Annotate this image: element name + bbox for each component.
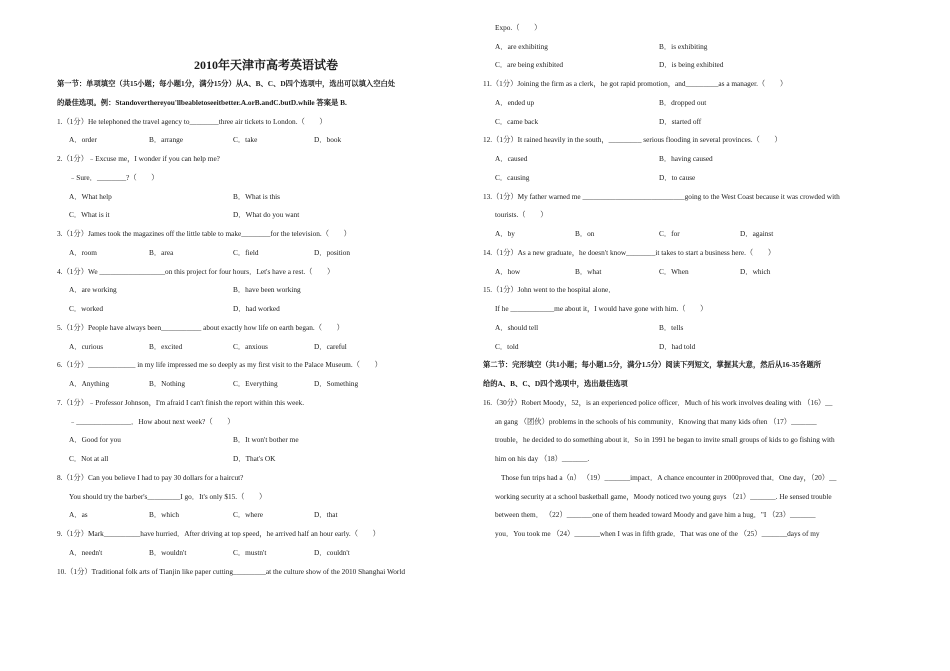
option-b: B．area	[149, 247, 174, 257]
option-a: A．caused	[495, 154, 528, 163]
option-c: C．came back	[495, 116, 539, 126]
option-b: B．have been working	[233, 285, 301, 295]
passage-line: him on his day （18）_______.	[495, 454, 590, 463]
question-14-options	[483, 263, 915, 282]
question-11: 11.（1分）Joining the firm as a clerk，he got rapid promotion，and_________as a manager.（ ）	[483, 79, 788, 88]
option-a: A．Good for you	[69, 435, 121, 445]
right-column	[483, 0, 915, 544]
option-a: A．What help	[69, 191, 112, 201]
option-d: D．What do you want	[233, 210, 300, 220]
question-8-options	[57, 506, 475, 525]
option-b: B．tells	[659, 322, 684, 332]
option-c: C．worked	[69, 304, 104, 313]
left-column	[57, 0, 475, 581]
question-13: 13.（1分）My father warned me ____________________________going to the West Coast because it was crowded with	[483, 191, 840, 201]
question-3-options	[57, 244, 475, 263]
option-b: B．what	[575, 266, 602, 276]
option-b: B．It won't bother me	[233, 435, 299, 445]
question-11-options-row1	[483, 94, 915, 113]
option-d: D．position	[314, 247, 351, 257]
question-4: 4.（1分）We __________________on this project for four hours．Let's have a rest.（ ）	[57, 266, 335, 276]
option-c: C．for	[659, 229, 680, 238]
section1-header: 第一节：单项填空（共15小题；每小题1分，满分15分）从A、B、C、D四个选项中，选出可以填入空白处	[57, 79, 396, 88]
passage-line: you．You took me （24）_______when I was in fifth grade．That was one of the （25）_______days of my	[495, 529, 820, 538]
option-c: C．told	[495, 341, 519, 351]
question-2-options-row2	[57, 206, 475, 225]
option-a: A．as	[69, 510, 88, 520]
question-1: 1.（1分）He telephoned the travel agency to________three air tickets to London.（ ）	[57, 116, 327, 126]
question-10-options-row2	[483, 56, 915, 75]
option-b: B．wouldn't	[149, 547, 187, 557]
question-11-options-row2	[483, 113, 915, 132]
option-d: D．couldn't	[314, 547, 350, 557]
option-c: C．field	[233, 247, 259, 257]
option-c: C．take	[233, 135, 258, 145]
option-c: C．Everything	[233, 379, 278, 388]
option-b: B．on	[575, 229, 595, 238]
question-7-options-row2	[57, 450, 475, 469]
option-d: D．that	[314, 510, 338, 520]
option-d: D．started off	[659, 116, 702, 126]
option-b: B．excited	[149, 341, 183, 351]
question-15-options-row1	[483, 319, 915, 338]
option-d: D．Something	[314, 379, 359, 388]
option-c: C．are being exhibited	[495, 60, 564, 70]
question-15-options-row2	[483, 338, 915, 357]
passage-line: working security at a school basketball game，Moody noticed two young guys （21）_______. He sensed trouble	[495, 491, 832, 501]
section2-header-continued: 给的A、B、C、D四个选项中，选出最佳选项	[483, 379, 628, 388]
question-7-options-row1	[57, 431, 475, 450]
option-c: C．Not at all	[69, 454, 109, 463]
option-a: A．curious	[69, 341, 104, 351]
option-a: A．by	[495, 229, 515, 238]
question-4-options-row1	[57, 281, 475, 300]
question-5-options	[57, 338, 475, 357]
option-d: D．which	[740, 266, 771, 276]
option-a: A．are exhibiting	[495, 41, 548, 51]
option-b: B．arrange	[149, 135, 184, 145]
question-3: 3.（1分）James took the magazines off the little table to make________for the television.（ ）	[57, 229, 351, 238]
question-7: 7.（1分）﹣Professor Johnson，I'm afraid I can't finish the report within this week.	[57, 397, 305, 407]
question-10-options-row1	[483, 38, 915, 57]
option-d: D．against	[740, 229, 774, 238]
question-2-options-row1	[57, 188, 475, 207]
question-2: 2.（1分）﹣Excuse me，I wonder if you can help me?	[57, 154, 220, 163]
option-b: B．is exhibiting	[659, 41, 708, 51]
passage-line: trouble，he decided to do something about it．So in 1991 he began to invite small groups of kids to go fishing with	[495, 435, 835, 445]
passage-line: 16.（30分）Robert Moody，52，is an experienced police officer．Much of his work involves dealing with （16）__	[483, 397, 833, 407]
option-c: C．anxious	[233, 341, 268, 351]
option-d: D．book	[314, 135, 342, 145]
option-b: B．having caused	[659, 154, 713, 163]
question-10-continued: Expo.（ ）	[495, 22, 542, 32]
question-9-options	[57, 544, 475, 563]
question-12: 12.（1分）It rained heavily in the south，_________ serious flooding in several provinces.（ ）	[483, 135, 782, 145]
question-15-continued: If he ____________me about it，I would have gone with him.（ ）	[495, 304, 708, 313]
passage-line: between them． （22）_______one of them headed toward Moody and gave him a hug．"I （23）_______	[495, 510, 816, 520]
option-d: D．is being exhibited	[659, 60, 724, 70]
page-title: 2010年天津市高考英语试卷	[193, 58, 338, 73]
option-d: D．to cause	[659, 172, 696, 182]
option-d: D．careful	[314, 341, 347, 351]
option-a: A．how	[495, 266, 521, 276]
question-6-options	[57, 375, 475, 394]
question-13-options	[483, 225, 915, 244]
question-2-reply: ﹣Sure．________?（ ）	[69, 172, 159, 182]
question-9: 9.（1分）Mark__________have hurried．After driving at top speed，he arrived half an hour early.（ ）	[57, 529, 380, 538]
option-c: C．where	[233, 510, 263, 520]
option-d: D．had worked	[233, 304, 280, 313]
option-d: D．had told	[659, 341, 696, 351]
option-b: B．which	[149, 510, 179, 520]
question-13-continued: tourists.（ ）	[495, 210, 548, 220]
option-a: A．are working	[69, 285, 117, 295]
section2-header: 第二节：完形填空（共1小题；每小题1.5分，满分1.5分）阅读下列短文，掌握其大意，然后从16-35各题所	[483, 360, 822, 370]
question-12-options-row2	[483, 169, 915, 188]
option-a: A．room	[69, 247, 97, 257]
question-8: 8.（1分）Can you believe I had to pay 30 dollars for a haircut?	[57, 472, 244, 482]
option-a: A．should tell	[495, 322, 539, 332]
question-14: 14.（1分）As a new graduate，he doesn't know________it takes to start a business here.（ ）	[483, 247, 776, 257]
option-b: B．dropped out	[659, 97, 707, 107]
option-b: B．What is this	[233, 191, 281, 201]
passage-line: Those fun trips had a（n） （19）_______impact．A chance encounter in 2000proved that．One day，（20）__	[501, 472, 837, 482]
option-c: C．causing	[495, 172, 530, 182]
question-1-options	[57, 131, 475, 150]
question-5: 5.（1分）People have always been___________ about exactly how life on earth began.（ ）	[57, 322, 344, 332]
option-a: A．needn't	[69, 547, 103, 557]
question-6: 6.（1分）_____________ in my life impressed me so deeply as my first visit to the Palace Museum.（ ）	[57, 360, 382, 370]
question-7-reply: ﹣_______________．How about next week?（ ）	[69, 416, 235, 426]
question-15: 15.（1分）John went to the hospital alone．	[483, 285, 616, 295]
question-4-options-row2	[57, 300, 475, 319]
option-d: D．That's OK	[233, 454, 276, 463]
option-c: C．What is it	[69, 210, 110, 220]
option-c: C．mustn't	[233, 547, 267, 557]
question-10: 10.（1分）Traditional folk arts of Tianjin like paper cutting_________at the culture show of the 2010 Shanghai World	[57, 566, 406, 576]
option-a: A．order	[69, 135, 97, 145]
question-8-reply: You should try the barber's_________I go．It's only $15.（ ）	[69, 491, 267, 501]
option-c: C．When	[659, 266, 689, 276]
section1-example: 的最佳选项。例：Standoverthereyou'llbeabletoseeitbetter.A.orB.andC.butD.while 答案是 B.	[57, 97, 347, 107]
option-a: A．ended up	[495, 97, 535, 107]
question-12-options-row1	[483, 150, 915, 169]
option-b: B．Nothing	[149, 379, 186, 388]
option-a: A．Anything	[69, 379, 110, 388]
passage-line: an gang （团伙）problems in the schools of his community．Knowing that many kids often （17）_______	[495, 416, 817, 426]
